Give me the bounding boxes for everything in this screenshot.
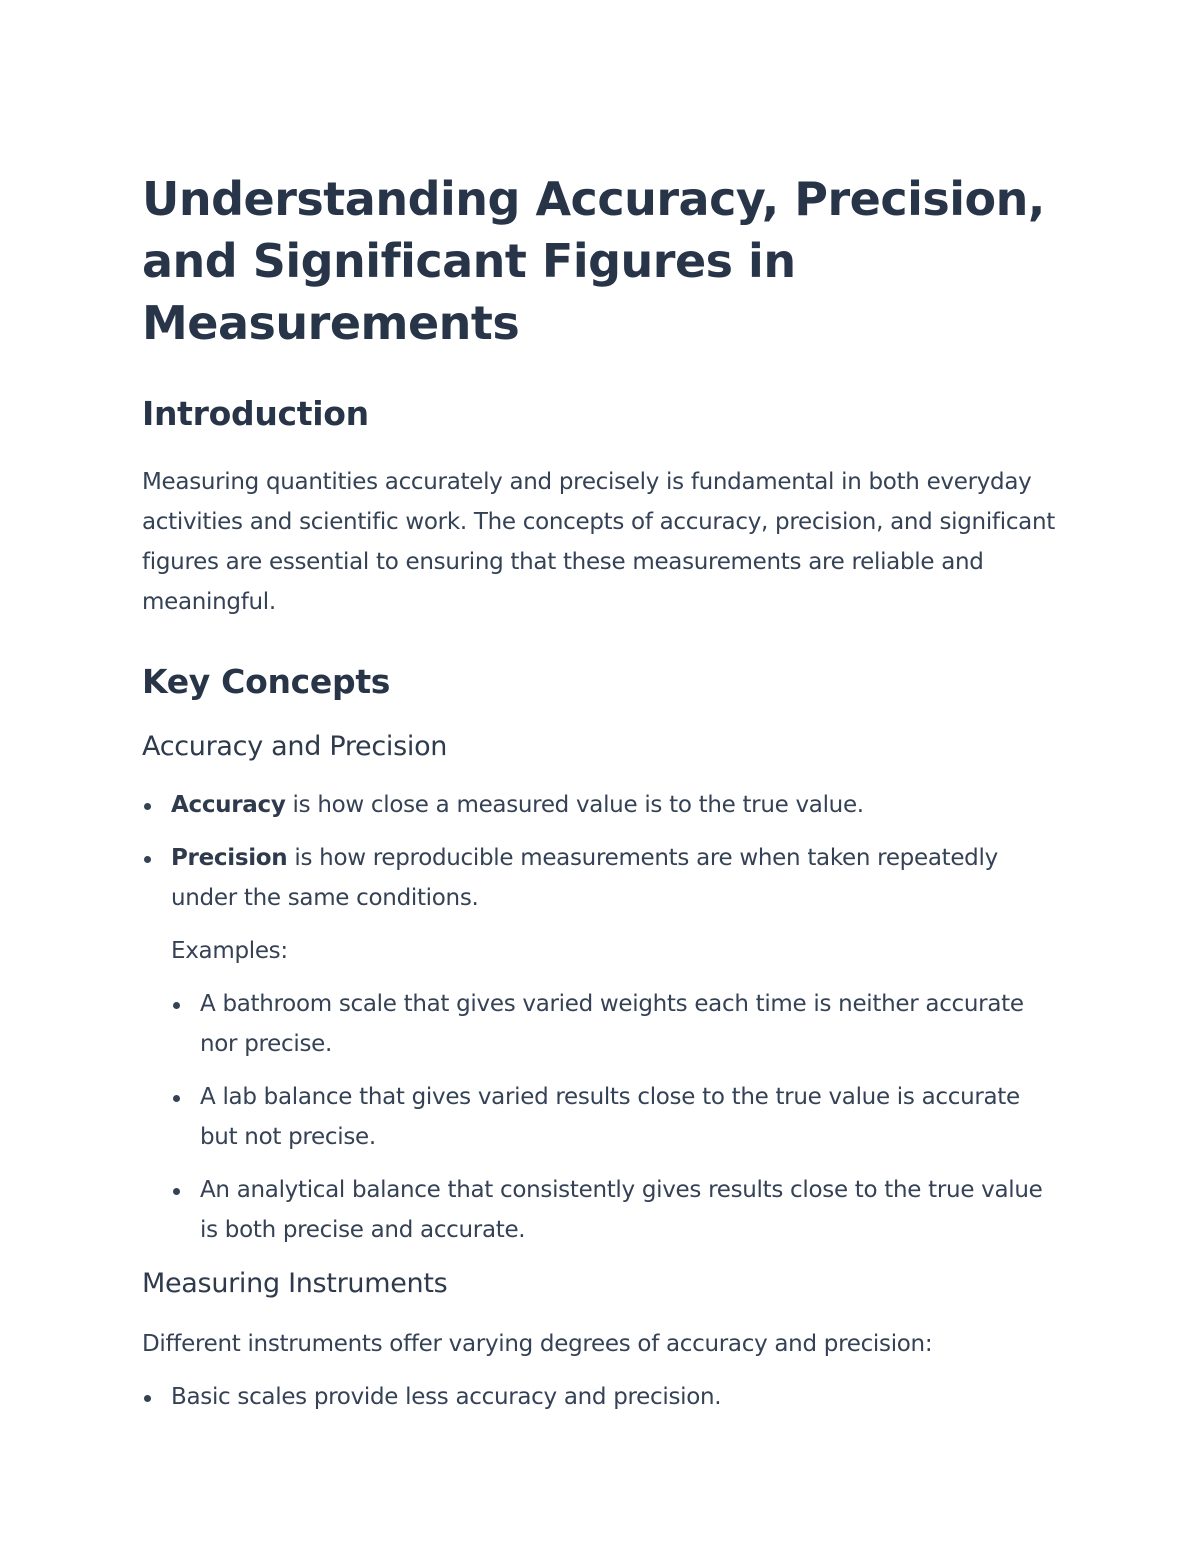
bullet-icon bbox=[144, 856, 151, 863]
measuring-instruments-paragraph: Different instruments offer varying degrees of accuracy and precision: bbox=[142, 1331, 933, 1357]
example-text: A lab balance that gives varied results close to the true value is accurate but not precise. bbox=[200, 1084, 1020, 1150]
bullet-icon bbox=[144, 1395, 151, 1402]
example-item bbox=[171, 984, 1062, 1064]
introduction-heading: Introduction bbox=[142, 394, 369, 433]
list-item-precision bbox=[142, 838, 1062, 1250]
measuring-instruments-heading: Measuring Instruments bbox=[142, 1268, 448, 1299]
example-text: An analytical balance that consistently gives results close to the true value is both precise and accurate. bbox=[200, 1177, 1043, 1243]
list-item bbox=[142, 1377, 1062, 1417]
list-item-text: Basic scales provide less accuracy and precision. bbox=[171, 1384, 722, 1410]
examples-list bbox=[171, 984, 1062, 1250]
key-concepts-heading: Key Concepts bbox=[142, 662, 391, 701]
introduction-paragraph: Measuring quantities accurately and precisely is fundamental in both everyday activities and scientific work. The concepts of accuracy, precision, and significant figures are essential to ensuring that these measurements are reliable and meaningful. bbox=[142, 469, 1055, 615]
measuring-instruments-list bbox=[142, 1377, 1062, 1417]
example-item bbox=[171, 1077, 1062, 1157]
term-accuracy: Accuracy bbox=[171, 792, 286, 818]
bullet-icon bbox=[144, 803, 151, 810]
definition-precision: is how reproducible measurements are when taken repeatedly under the same conditions. bbox=[171, 845, 998, 911]
accuracy-precision-list bbox=[142, 785, 1062, 1250]
page-title: Understanding Accuracy, Precision, and Significant Figures in Measurements bbox=[142, 172, 1045, 350]
bullet-icon bbox=[173, 1002, 180, 1009]
document-page bbox=[142, 168, 1062, 1417]
list-item-accuracy bbox=[142, 785, 1062, 825]
example-item bbox=[171, 1170, 1062, 1250]
definition-accuracy: is how close a measured value is to the true value. bbox=[285, 792, 864, 818]
examples-label: Examples: bbox=[171, 938, 288, 964]
bullet-icon bbox=[173, 1095, 180, 1102]
accuracy-precision-heading: Accuracy and Precision bbox=[142, 731, 448, 762]
example-text: A bathroom scale that gives varied weights each time is neither accurate nor precise. bbox=[200, 991, 1024, 1057]
term-precision: Precision bbox=[171, 845, 288, 871]
bullet-icon bbox=[173, 1188, 180, 1195]
